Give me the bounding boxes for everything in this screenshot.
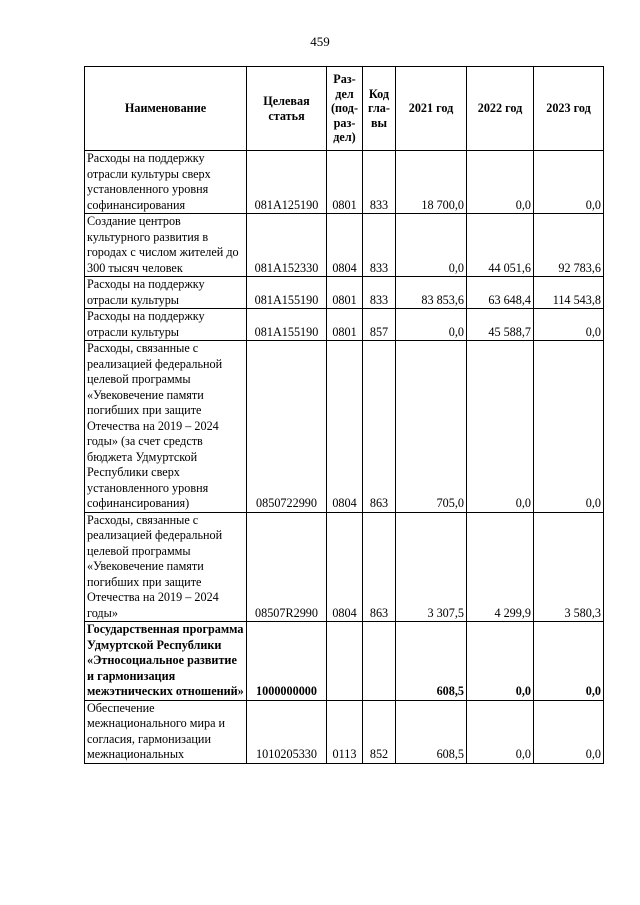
cell-name: Расходы на поддержку отрасли культуры сверх установленного уровня софинансирования	[85, 151, 247, 214]
table-header-row	[85, 67, 604, 151]
cell-name: Расходы, связанные с реализацией федеральной целевой программы «Увековечение памяти погибших при защите Отечества на 2019 – 2024 годы»	[85, 512, 247, 622]
cell-section: 0804	[327, 341, 363, 513]
cell-2022: 4 299,9	[467, 512, 534, 622]
cell-2021: 18 700,0	[396, 151, 467, 214]
cell-chapter	[363, 622, 396, 701]
cell-2023: 0,0	[534, 341, 604, 513]
cell-target: 081А125190	[247, 151, 327, 214]
table-row	[85, 700, 604, 763]
cell-2022: 45 588,7	[467, 309, 534, 341]
cell-chapter: 833	[363, 151, 396, 214]
cell-2023: 92 783,6	[534, 214, 604, 277]
cell-target: 08507R2990	[247, 512, 327, 622]
cell-2022: 0,0	[467, 341, 534, 513]
table-row	[85, 622, 604, 701]
cell-section: 0801	[327, 309, 363, 341]
cell-2023: 0,0	[534, 622, 604, 701]
header-2023: 2023 год	[534, 67, 604, 151]
cell-2021: 3 307,5	[396, 512, 467, 622]
cell-2023: 114 543,8	[534, 277, 604, 309]
table-row	[85, 277, 604, 309]
table-row	[85, 341, 604, 513]
cell-name: Расходы, связанные с реализацией федеральной целевой программы «Увековечение памяти погибших при защите Отечества на 2019 – 2024 годы» (за счет средств бюджета Удмуртской Республики сверх установленного уровня софинансирования)	[85, 341, 247, 513]
table-row	[85, 309, 604, 341]
cell-section: 0804	[327, 214, 363, 277]
cell-2021: 608,5	[396, 622, 467, 701]
cell-target: 081А155190	[247, 277, 327, 309]
cell-name: Создание центров культурного развития в городах с числом жителей до 300 тысяч человек	[85, 214, 247, 277]
header-2022: 2022 год	[467, 67, 534, 151]
table-row	[85, 214, 604, 277]
cell-2023: 0,0	[534, 151, 604, 214]
cell-2022: 0,0	[467, 700, 534, 763]
cell-name: Государственная программа Удмуртской Республики «Этносоциальное развитие и гармонизация межэтнических отношений»	[85, 622, 247, 701]
cell-chapter: 857	[363, 309, 396, 341]
cell-2023: 0,0	[534, 700, 604, 763]
cell-2022: 63 648,4	[467, 277, 534, 309]
cell-2023: 3 580,3	[534, 512, 604, 622]
header-target: Целевая статья	[247, 67, 327, 151]
cell-target: 081А152330	[247, 214, 327, 277]
cell-2022: 0,0	[467, 622, 534, 701]
cell-name: Обеспечение межнационального мира и согласия, гармонизации межнациональных	[85, 700, 247, 763]
cell-section: 0804	[327, 512, 363, 622]
cell-chapter: 863	[363, 512, 396, 622]
cell-2021: 83 853,6	[396, 277, 467, 309]
header-chapter: Код гла-вы	[363, 67, 396, 151]
header-2021: 2021 год	[396, 67, 467, 151]
header-section: Раз-дел (под-раз-дел)	[327, 67, 363, 151]
cell-2023: 0,0	[534, 309, 604, 341]
cell-chapter: 833	[363, 277, 396, 309]
cell-2021: 705,0	[396, 341, 467, 513]
cell-2021: 0,0	[396, 309, 467, 341]
budget-table	[84, 66, 604, 764]
cell-chapter: 852	[363, 700, 396, 763]
cell-target: 1000000000	[247, 622, 327, 701]
page-number: 459	[310, 34, 330, 49]
cell-target: 0850722990	[247, 341, 327, 513]
cell-chapter: 863	[363, 341, 396, 513]
cell-section: 0801	[327, 151, 363, 214]
cell-section: 0113	[327, 700, 363, 763]
cell-name: Расходы на поддержку отрасли культуры	[85, 309, 247, 341]
cell-target: 1010205330	[247, 700, 327, 763]
cell-name: Расходы на поддержку отрасли культуры	[85, 277, 247, 309]
cell-target: 081А155190	[247, 309, 327, 341]
cell-2022: 0,0	[467, 151, 534, 214]
cell-section: 0801	[327, 277, 363, 309]
cell-2022: 44 051,6	[467, 214, 534, 277]
cell-2021: 0,0	[396, 214, 467, 277]
table-row	[85, 512, 604, 622]
cell-2021: 608,5	[396, 700, 467, 763]
cell-chapter: 833	[363, 214, 396, 277]
table-row	[85, 151, 604, 214]
cell-section	[327, 622, 363, 701]
header-name: Наименование	[85, 67, 247, 151]
